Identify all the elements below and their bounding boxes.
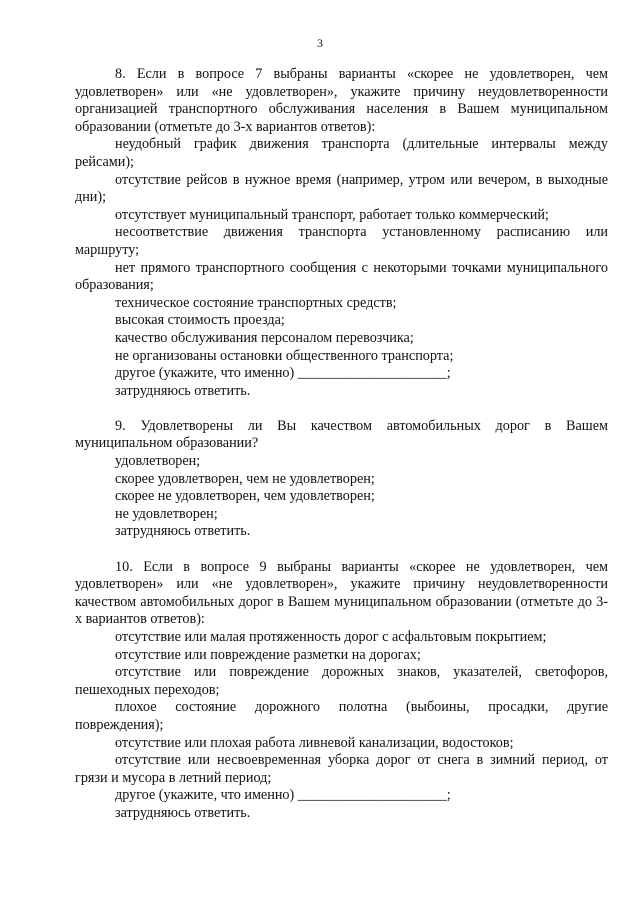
question-8-option-1: неудобный график движения транспорта (длительные интервалы между рейсами); xyxy=(75,136,608,170)
question-10-option-2: отсутствие или повреждение разметки на дорогах; xyxy=(115,646,421,663)
question-8-option-11: затрудняюсь ответить. xyxy=(115,382,251,399)
question-8-option-3: отсутствует муниципальный транспорт, работает только коммерческий; xyxy=(115,206,549,223)
question-8-option-9: не организованы остановки общественного транспорта; xyxy=(115,347,454,364)
question-10 xyxy=(75,559,608,823)
question-9-option-1: удовлетворен; xyxy=(115,453,201,470)
question-9-option-2: скорее удовлетворен, чем не удовлетворен; xyxy=(115,470,375,487)
question-10-option-4: плохое состояние дорожного полотна (выбоины, просадки, другие повреждения); xyxy=(75,699,608,733)
question-10-text: 10. Если в вопросе 9 выбраны варианты «скорее не удовлетворен, чем удовлетворен» или «не удовлетворен», укажите причину неудовлетворенности качеством автомобильных дорог в Вашем муниципальном образовании (отметьте до 3-х вариантов ответов): xyxy=(75,558,608,628)
page-number: 3 xyxy=(317,36,323,50)
question-9 xyxy=(75,418,608,541)
spacer xyxy=(75,541,608,559)
question-8-option-2: отсутствие рейсов в нужное время (например, утром или вечером, в выходные дни); xyxy=(75,171,608,206)
question-10-option-1: отсутствие или малая протяженность дорог с асфальтовым покрытием; xyxy=(115,629,547,645)
question-10-option-6: отсутствие или несвоевременная уборка дорог от снега в зимний период, от грязи и мусора в летний период; xyxy=(75,752,608,786)
question-10-option-7: другое (укажите, что именно) _____________________; xyxy=(115,787,451,804)
question-8-text: 8. Если в вопросе 7 выбраны варианты «скорее не удовлетворен, чем удовлетворен» или «не удовлетворен», укажите причину неудовлетворенности организацией транспортного обслуживания населения в Вашем муниципальном образовании (отметьте до 3-х вариантов ответов): xyxy=(75,66,608,135)
question-9-option-5: затрудняюсь ответить. xyxy=(115,523,251,540)
question-10-option-5: отсутствие или плохая работа ливневой канализации, водостоков; xyxy=(115,734,514,751)
question-9-option-4: не удовлетворен; xyxy=(115,505,218,522)
spacer xyxy=(75,400,608,418)
question-8-option-6: техническое состояние транспортных средств; xyxy=(115,294,397,311)
questionnaire-body xyxy=(75,66,608,823)
question-9-option-3: скорее не удовлетворен, чем удовлетворен; xyxy=(115,488,375,505)
question-8 xyxy=(75,66,608,400)
question-8-option-7: высокая стоимость проезда; xyxy=(115,312,285,329)
question-9-text: 9. Удовлетворены ли Вы качеством автомобильных дорог в Вашем муниципальном образовании? xyxy=(75,417,608,452)
question-8-option-10: другое (укажите, что именно) _____________________; xyxy=(115,365,451,382)
question-8-option-8: качество обслуживания персоналом перевозчика; xyxy=(115,329,414,346)
question-10-option-8: затрудняюсь ответить. xyxy=(115,804,251,821)
question-10-option-3: отсутствие или повреждение дорожных знаков, указателей, светофоров, пешеходных переходов; xyxy=(75,664,608,698)
question-8-option-5: нет прямого транспортного сообщения с некоторыми точками муниципального образования; xyxy=(75,259,608,294)
question-8-option-4: несоответствие движения транспорта установленному расписанию или маршруту; xyxy=(75,224,608,258)
